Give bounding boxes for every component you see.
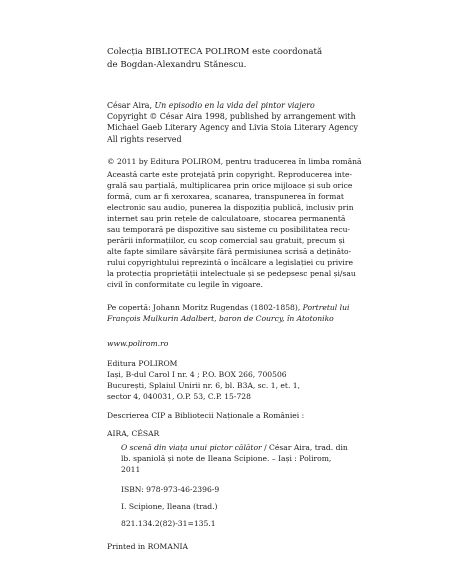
legal-notice: [107, 169, 425, 290]
website-link[interactable]: www.polirom.ro: [107, 339, 169, 348]
edition-line: © 2011 by Editura POLIROM, pentru traducerea în limba română: [107, 157, 362, 166]
publisher-address-line: București, Splaiul Unirii nr. 6, bl. B3A, sc. 1, et. 1,: [107, 381, 301, 390]
cip-title-rest: / César Aira, trad. din: [261, 443, 348, 452]
cip-description: [107, 442, 425, 475]
cip-author-text: AIRA, CÉSAR: [107, 429, 160, 438]
legal-line: grală sau parțială, multiplicarea prin orice mijloace și sub orice: [107, 181, 353, 190]
website: [107, 338, 425, 349]
legal-line: rului copyrightului reprezintă o încălcare a legislației cu privire: [107, 258, 353, 267]
cip-translator: [107, 501, 425, 512]
copyright-line-2: Michael Gaeb Literary Agency and Livia Stoia Literary Agency: [107, 123, 359, 133]
cip-heading: [107, 410, 425, 421]
rights-reserved: All rights reserved: [107, 134, 182, 144]
cover-credit: [107, 302, 425, 324]
copyright-line-1: Copyright © César Aira 1998, published by arrangement with: [107, 112, 356, 122]
isbn-text: ISBN: 978-973-46-2396-9: [121, 485, 220, 494]
original-title: Un episodio en la vida del pintor viajero: [154, 101, 315, 110]
legal-line: alte fapte similare săvârșite fără permisiunea scrisă a deținăto-: [107, 247, 352, 256]
legal-line: la protecția proprietății intelectuale și se pedepsesc penal și/sau: [107, 269, 356, 278]
publisher-address-line: sector 4, 040031, O.P. 53, C.P. 15-728: [107, 392, 251, 401]
original-title-line: [107, 100, 425, 111]
original-title-block: [107, 100, 425, 145]
legal-line: Această carte este protejată prin copyright. Reproducerea inte-: [107, 170, 353, 179]
cip-line: lb. spaniolă și note de Ileana Scipione. – Iași : Polirom,: [121, 454, 332, 463]
legal-line: electronic sau audio, punerea la dispoziția publică, inclusiv prin: [107, 203, 354, 212]
collection-line-2: de Bogdan-Alexandru Stănescu.: [107, 59, 247, 70]
cip-author: [107, 428, 425, 439]
cip-title-line: [121, 442, 425, 453]
printed-in-text: Printed in ROMANIA: [107, 542, 188, 551]
cip-classification: [107, 518, 425, 529]
cip-title: O scenă din viața unui pictor călător: [121, 443, 262, 452]
cover-credit-line-2: François Mulkurin Adalbert, baron de Courcy, în Atotoniko: [107, 314, 334, 323]
publisher-address-line: Iași, B-dul Carol I nr. 4 ; P.O. BOX 266, 700506: [107, 370, 287, 379]
legal-line: internet sau prin rețele de calculatoare, stocarea permanentă: [107, 214, 346, 223]
original-author: César Aira,: [107, 101, 155, 110]
translator-text: I. Scipione, Ileana (trad.): [121, 502, 218, 511]
classification-text: 821.134.2(82)-31=135.1: [121, 519, 216, 528]
edition-copyright: [107, 156, 425, 167]
legal-line: perării informațiilor, cu scop comercial sau gratuit, precum și: [107, 236, 345, 245]
cover-credit-prefix: Pe copertă: Johann Moritz Rugendas (1802-1858),: [107, 303, 303, 312]
printed-in: [107, 541, 425, 552]
legal-line: formă, cum ar fi xeroxarea, scanarea, transpunerea în format: [107, 192, 344, 201]
cip-heading-text: Descrierea CIP a Bibliotecii Naționale a României :: [107, 411, 305, 420]
cip-isbn: [107, 484, 425, 495]
cip-line: 2011: [121, 465, 141, 474]
collection-note: [107, 46, 425, 71]
publisher-address: [107, 358, 425, 402]
publisher-name: Editura POLIROM: [107, 359, 178, 368]
cover-credit-line-1: [107, 302, 425, 313]
legal-line: civil în conformitate cu legile în vigoare.: [107, 280, 263, 289]
legal-line: sau temporară pe dispozitive sau sisteme cu posibilitatea recu-: [107, 225, 351, 234]
collection-line-1: Colecția BIBLIOTECA POLIROM este coordonată: [107, 47, 323, 57]
cover-painting-title: Portretul lui: [302, 303, 350, 312]
